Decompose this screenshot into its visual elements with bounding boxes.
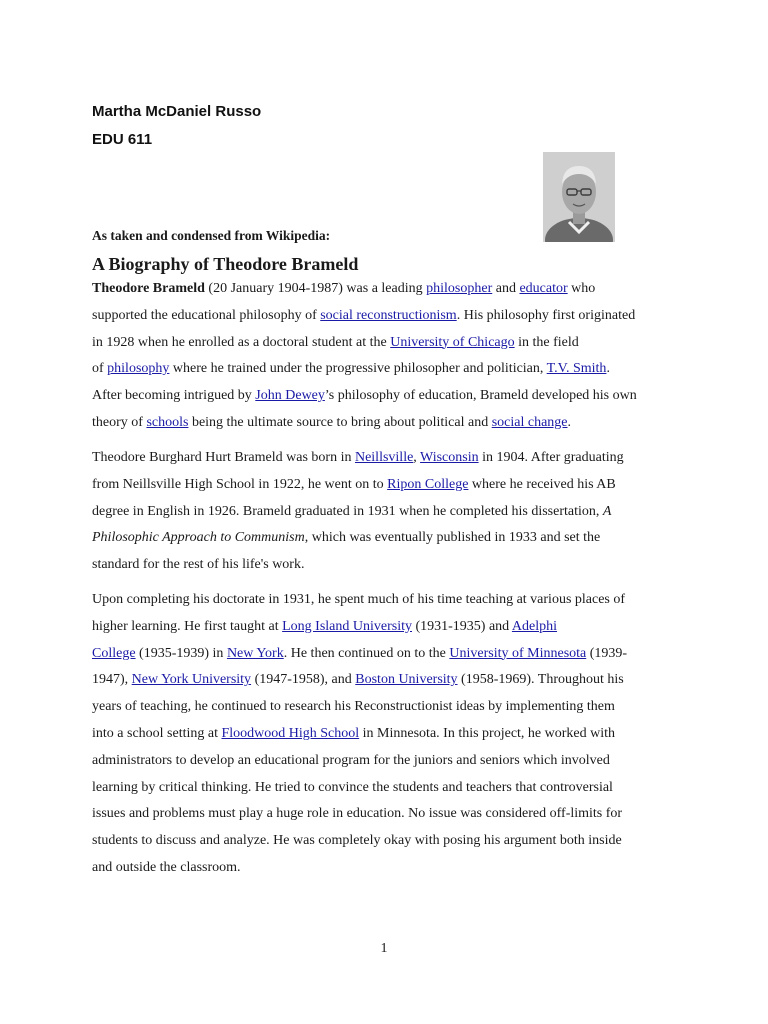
page-number: 1 [380, 941, 388, 956]
text: issues and problems must play a huge role in education. No issue was considered off-limits for [92, 806, 623, 822]
text: (1947-1958), and [251, 672, 356, 688]
link-university-of-chicago[interactable]: University of Chicago [390, 334, 515, 350]
paragraph-early-life [92, 445, 682, 579]
author-name: Martha McDaniel Russo [92, 103, 262, 120]
link-tv-smith[interactable]: T.V. Smith [546, 361, 607, 377]
text: theory of [92, 414, 147, 430]
text: supported the educational philosophy of [92, 307, 321, 323]
link-long-island-university[interactable]: Long Island University [282, 618, 412, 634]
text: higher learning. He first taught at [92, 618, 283, 634]
paragraph-intro [92, 276, 682, 437]
link-neillsville[interactable]: Neillsville [354, 450, 414, 465]
text: where he received his AB [468, 476, 616, 492]
link-philosophy[interactable]: philosophy [107, 361, 170, 377]
link-floodwood-high-school[interactable]: Floodwood High School [221, 725, 360, 741]
text: where he trained under the progressive philosopher and politician, [169, 361, 547, 377]
text: After becoming intrigued by [92, 388, 256, 404]
text: . [606, 361, 610, 377]
link-adelphi-college[interactable]: Adelphi [511, 618, 558, 634]
text: . [567, 414, 571, 430]
dissertation-title: Philosophic Approach to Communism [92, 530, 305, 546]
text: of [92, 361, 108, 377]
text: degree in English in 1926. Brameld graduated in 1931 when he completed his dissertation, [92, 503, 603, 519]
link-new-york-university[interactable]: New York University [131, 672, 252, 688]
text: standard for the rest of his life's work. [92, 557, 305, 573]
text: into a school setting at [92, 725, 222, 741]
text: being the ultimate source to bring about political and [188, 414, 492, 430]
link-john-dewey[interactable]: John Dewey [255, 388, 325, 404]
text: Theodore Burghard Hurt Brameld was born in [92, 450, 355, 465]
subject-name: Theodore Brameld [92, 281, 205, 296]
text: in 1928 when he enrolled as a doctoral student at the [92, 334, 391, 350]
text: , which was eventually published in 1933 and set the [304, 530, 601, 546]
text: who [567, 281, 596, 296]
link-new-york[interactable]: New York [226, 645, 284, 661]
document-header [92, 98, 261, 154]
link-schools[interactable]: schools [146, 414, 189, 430]
text: (1931-1935) and [411, 618, 512, 634]
link-educator[interactable]: educator [519, 281, 568, 296]
dissertation-title: A [602, 503, 612, 519]
text: ’s philosophy of education, Brameld developed his own [324, 388, 637, 404]
link-adelphi-college[interactable]: College [92, 645, 136, 661]
text: learning by critical thinking. He tried to convince the students and teachers that controversial [92, 779, 613, 795]
portrait-photo [543, 152, 615, 242]
text: in the field [514, 334, 579, 350]
course-code: EDU 611 [92, 131, 153, 148]
text: (1939- [586, 645, 628, 661]
text: years of teaching, he continued to research his Reconstructionist ideas by implementing them [92, 699, 615, 715]
text: , [413, 450, 421, 465]
text: . His philosophy first originated [456, 307, 636, 323]
source-note: As taken and condensed from Wikipedia: [92, 228, 331, 243]
link-boston-university[interactable]: Boston University [355, 672, 458, 688]
link-philosopher[interactable]: philosopher [426, 281, 493, 296]
text: administrators to develop an educational program for the juniors and seniors which involved [92, 752, 610, 768]
text: from Neillsville High School in 1922, he went on to [92, 476, 388, 492]
text: and outside the classroom. [92, 859, 241, 875]
text: (20 January 1904-1987) was a leading [204, 281, 427, 296]
text: Upon completing his doctorate in 1931, he spent much of his time teaching at various places of [92, 592, 626, 607]
text: in Minnesota. In this project, he worked with [359, 725, 616, 741]
text: students to discuss and analyze. He was completely okay with posing his argument both inside [92, 833, 622, 849]
portrait-image [543, 152, 615, 242]
link-social-reconstructionism[interactable]: social reconstructionism [320, 307, 457, 323]
text: in 1904. After graduating [478, 450, 624, 465]
page-title: A Biography of Theodore Brameld [92, 254, 359, 274]
link-ripon-college[interactable]: Ripon College [387, 476, 469, 492]
link-university-of-minnesota[interactable]: University of Minnesota [449, 645, 587, 661]
text: (1958-1969). Throughout his [457, 672, 624, 688]
text: 1947), [92, 672, 132, 688]
link-social-change[interactable]: social change [491, 414, 568, 430]
text: . He then continued on to the [283, 645, 450, 661]
text: and [492, 281, 520, 296]
text: (1935-1939) in [135, 645, 227, 661]
paragraph-career [92, 587, 682, 882]
link-wisconsin[interactable]: Wisconsin [420, 450, 479, 465]
